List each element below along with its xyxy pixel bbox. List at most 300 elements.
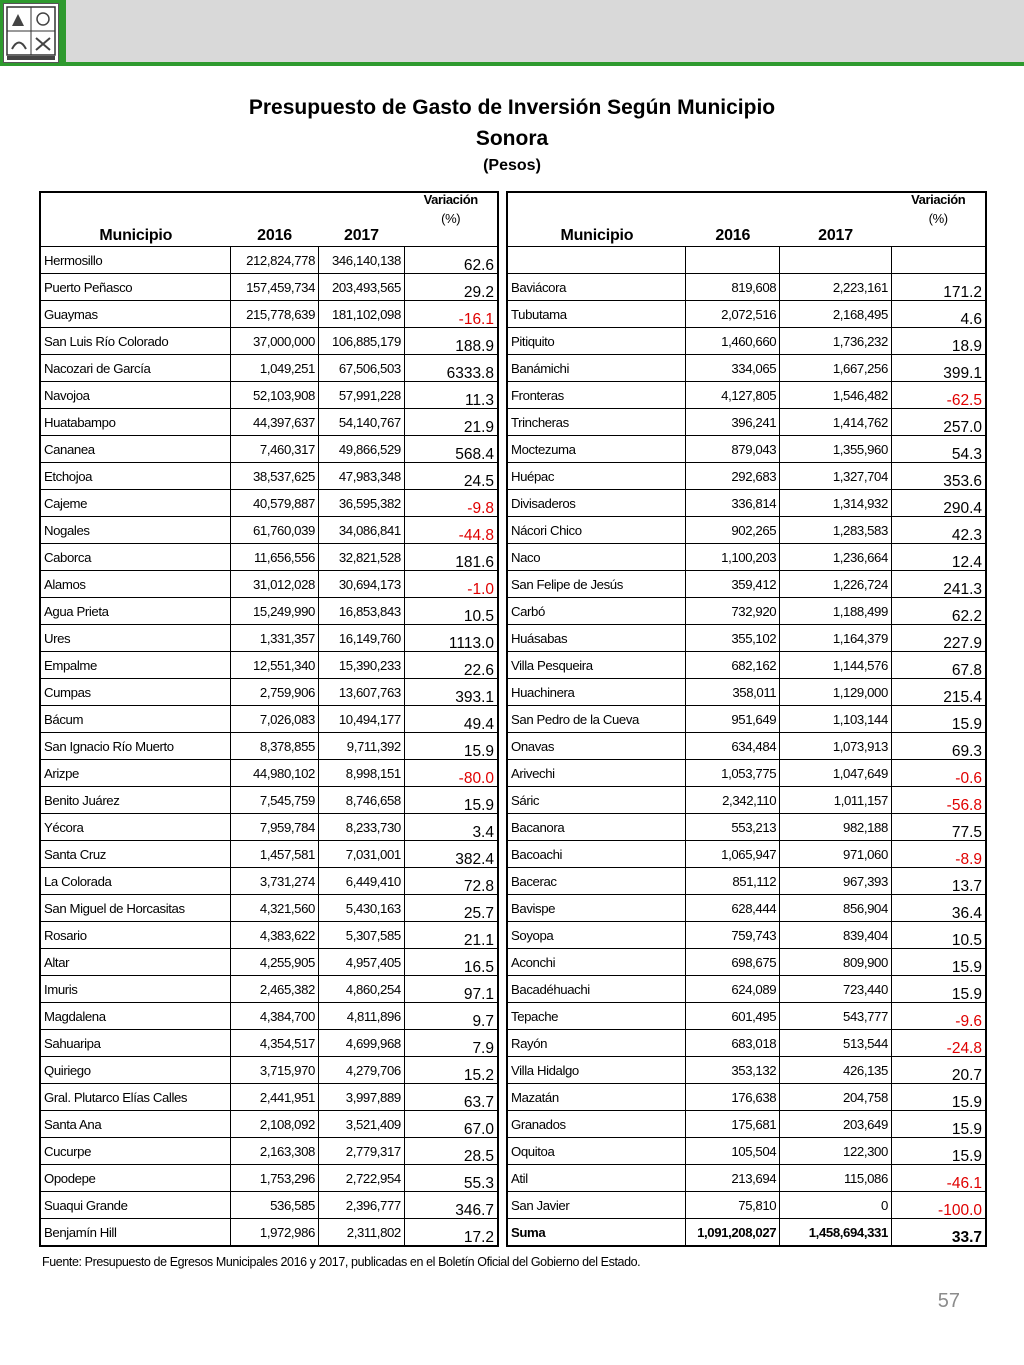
municipio-cell: Atil (507, 1165, 686, 1192)
table-row (507, 517, 986, 544)
variation-cell (891, 247, 986, 274)
table-row (40, 517, 498, 544)
variation-cell: 28.5 (404, 1138, 498, 1165)
table-header-row (40, 192, 498, 247)
value-2017-cell: 1,226,724 (780, 571, 892, 598)
table-row (507, 1057, 986, 1084)
variation-cell: 15.9 (891, 949, 986, 976)
municipio-cell: Benjamín Hill (40, 1219, 231, 1247)
municipio-cell: Bavispe (507, 895, 686, 922)
table-row (507, 733, 986, 760)
table-row (507, 301, 986, 328)
value-2016-cell: 628,444 (686, 895, 780, 922)
table-row (507, 544, 986, 571)
municipio-cell: Tubutama (507, 301, 686, 328)
table-row (40, 1057, 498, 1084)
municipio-cell: Fronteras (507, 382, 686, 409)
municipio-cell: Bacanora (507, 814, 686, 841)
municipio-cell: Pitiquito (507, 328, 686, 355)
table-row (507, 922, 986, 949)
municipio-cell: Bácum (40, 706, 231, 733)
value-2017-cell (780, 247, 892, 274)
value-2016-cell: 4,127,805 (686, 382, 780, 409)
table-row (40, 1192, 498, 1219)
value-2017-cell: 723,440 (780, 976, 892, 1003)
page-units: (Pesos) (483, 157, 541, 174)
municipio-cell: Gral. Plutarco Elías Calles (40, 1084, 231, 1111)
variation-cell: 62.2 (891, 598, 986, 625)
municipio-cell: Tepache (507, 1003, 686, 1030)
table-row (40, 949, 498, 976)
value-2016-cell: 732,920 (686, 598, 780, 625)
variation-cell: 15.9 (891, 976, 986, 1003)
value-2016-cell: 1,053,775 (686, 760, 780, 787)
municipio-cell: Quiriego (40, 1057, 231, 1084)
value-2016-cell: 2,465,382 (231, 976, 319, 1003)
municipio-cell: Santa Cruz (40, 841, 231, 868)
value-2017-cell: 8,998,151 (319, 760, 405, 787)
municipio-cell (507, 247, 686, 274)
value-2016-cell: 682,162 (686, 652, 780, 679)
value-2017-cell: 2,396,777 (319, 1192, 405, 1219)
table-row (507, 1192, 986, 1219)
table-row (40, 436, 498, 463)
column-header-2016: 2016 (231, 192, 319, 247)
municipio-cell: Bacadéhuachi (507, 976, 686, 1003)
source-footnote: Fuente: Presupuesto de Egresos Municipales 2016 y 2017, publicadas en el Boletín Oficial del Gobierno del Estado. (42, 1255, 641, 1269)
value-2017-cell: 4,699,968 (319, 1030, 405, 1057)
value-2016-cell: 1,049,251 (231, 355, 319, 382)
municipio-cell: Ures (40, 625, 231, 652)
value-2017-cell: 1,736,232 (780, 328, 892, 355)
variation-cell: 227.9 (891, 625, 986, 652)
budget-table-right (506, 191, 987, 1247)
value-2016-cell: 31,012,028 (231, 571, 319, 598)
variation-cell: 13.7 (891, 868, 986, 895)
municipio-cell: Nacozari de García (40, 355, 231, 382)
table-row (507, 382, 986, 409)
value-2016-cell: 353,132 (686, 1057, 780, 1084)
table-row (40, 841, 498, 868)
value-2016-cell: 2,072,516 (686, 301, 780, 328)
variation-cell: 21.9 (404, 409, 498, 436)
value-2016-cell: 2,163,308 (231, 1138, 319, 1165)
municipio-cell: Altar (40, 949, 231, 976)
municipio-cell: Villa Pesqueira (507, 652, 686, 679)
municipio-cell: Empalme (40, 652, 231, 679)
variation-cell: 22.6 (404, 652, 498, 679)
table-row (40, 490, 498, 517)
value-2017-cell: 1,236,664 (780, 544, 892, 571)
variation-cell: 15.9 (891, 1111, 986, 1138)
variacion-label: Variación (911, 192, 966, 207)
value-2017-cell: 1,144,576 (780, 652, 892, 679)
value-2016-cell: 75,810 (686, 1192, 780, 1219)
variation-cell: -1.0 (404, 571, 498, 598)
value-2017-cell: 1,546,482 (780, 382, 892, 409)
table-row (40, 652, 498, 679)
variation-cell: 49.4 (404, 706, 498, 733)
table-row (507, 598, 986, 625)
value-2016-cell: 1,065,947 (686, 841, 780, 868)
variation-cell: -56.8 (891, 787, 986, 814)
municipio-cell: Sahuaripa (40, 1030, 231, 1057)
value-2016-cell: 157,459,734 (231, 274, 319, 301)
municipio-cell: Nogales (40, 517, 231, 544)
value-2017-cell: 4,957,405 (319, 949, 405, 976)
column-header-2016: 2016 (686, 192, 780, 247)
value-2016-cell: 44,980,102 (231, 760, 319, 787)
municipio-cell: Baviácora (507, 274, 686, 301)
municipio-cell: Imuris (40, 976, 231, 1003)
table-row (40, 625, 498, 652)
municipio-cell: Aconchi (507, 949, 686, 976)
table-row (40, 733, 498, 760)
municipio-cell: Nácori Chico (507, 517, 686, 544)
header-accent-line (0, 62, 1024, 66)
value-2016-cell: 212,824,778 (231, 247, 319, 274)
table-row (507, 949, 986, 976)
value-2017-cell: 543,777 (780, 1003, 892, 1030)
value-2016-cell: 951,649 (686, 706, 780, 733)
table-row (40, 409, 498, 436)
page-subtitle: Sonora (475, 127, 549, 150)
table-row (507, 328, 986, 355)
variation-cell: 42.3 (891, 517, 986, 544)
variation-cell: -9.8 (404, 490, 498, 517)
variation-cell: 10.5 (404, 598, 498, 625)
total-2016-cell: 1,091,208,027 (686, 1219, 780, 1247)
value-2016-cell: 1,331,357 (231, 625, 319, 652)
municipio-cell: Cumpas (40, 679, 231, 706)
value-2016-cell: 4,384,700 (231, 1003, 319, 1030)
value-2017-cell: 426,135 (780, 1057, 892, 1084)
municipio-cell: Huatabampo (40, 409, 231, 436)
table-row (507, 463, 986, 490)
variation-cell: 36.4 (891, 895, 986, 922)
municipio-cell: Agua Prieta (40, 598, 231, 625)
value-2016-cell: 61,760,039 (231, 517, 319, 544)
municipio-cell: Huépac (507, 463, 686, 490)
table-row (507, 409, 986, 436)
table-row (507, 274, 986, 301)
variation-cell: -16.1 (404, 301, 498, 328)
column-header-2017: 2017 (319, 192, 405, 247)
table-row (507, 652, 986, 679)
value-2017-cell: 8,233,730 (319, 814, 405, 841)
value-2017-cell: 203,493,565 (319, 274, 405, 301)
value-2016-cell: 2,342,110 (686, 787, 780, 814)
value-2016-cell: 536,585 (231, 1192, 319, 1219)
variation-cell: -0.6 (891, 760, 986, 787)
table-row (40, 274, 498, 301)
value-2017-cell: 1,129,000 (780, 679, 892, 706)
value-2017-cell: 204,758 (780, 1084, 892, 1111)
value-2017-cell: 16,853,843 (319, 598, 405, 625)
table-row (40, 301, 498, 328)
variation-cell: 12.4 (891, 544, 986, 571)
value-2016-cell: 879,043 (686, 436, 780, 463)
table-row (40, 355, 498, 382)
variation-cell: 72.8 (404, 868, 498, 895)
municipio-cell: San Felipe de Jesús (507, 571, 686, 598)
municipio-cell: Divisaderos (507, 490, 686, 517)
variation-cell: 393.1 (404, 679, 498, 706)
table-row (40, 247, 498, 274)
value-2016-cell: 15,249,990 (231, 598, 319, 625)
value-2016-cell: 601,495 (686, 1003, 780, 1030)
municipio-cell: Trincheras (507, 409, 686, 436)
value-2017-cell: 49,866,529 (319, 436, 405, 463)
variation-cell: -62.5 (891, 382, 986, 409)
table-row (507, 895, 986, 922)
value-2017-cell: 2,311,802 (319, 1219, 405, 1247)
variation-cell: 11.3 (404, 382, 498, 409)
value-2016-cell: 52,103,908 (231, 382, 319, 409)
municipio-cell: Arizpe (40, 760, 231, 787)
municipio-cell: San Javier (507, 1192, 686, 1219)
table-row (507, 760, 986, 787)
municipio-cell: Naco (507, 544, 686, 571)
value-2016-cell: 1,972,986 (231, 1219, 319, 1247)
header-band (0, 0, 1024, 64)
value-2017-cell: 32,821,528 (319, 544, 405, 571)
value-2016-cell: 7,959,784 (231, 814, 319, 841)
variation-cell: 67.0 (404, 1111, 498, 1138)
value-2016-cell: 11,656,556 (231, 544, 319, 571)
value-2017-cell: 30,694,173 (319, 571, 405, 598)
variation-cell: 69.3 (891, 733, 986, 760)
table-row (40, 382, 498, 409)
value-2016-cell: 396,241 (686, 409, 780, 436)
value-2017-cell: 1,667,256 (780, 355, 892, 382)
municipio-cell: Cajeme (40, 490, 231, 517)
value-2017-cell: 4,279,706 (319, 1057, 405, 1084)
value-2016-cell: 175,681 (686, 1111, 780, 1138)
variation-cell: 77.5 (891, 814, 986, 841)
variation-cell: 21.1 (404, 922, 498, 949)
variation-cell: 188.9 (404, 328, 498, 355)
municipio-cell: Navojoa (40, 382, 231, 409)
value-2017-cell: 1,283,583 (780, 517, 892, 544)
municipio-cell: Opodepe (40, 1165, 231, 1192)
municipio-cell: San Ignacio Río Muerto (40, 733, 231, 760)
value-2017-cell: 2,168,495 (780, 301, 892, 328)
value-2017-cell: 54,140,767 (319, 409, 405, 436)
variation-cell: 290.4 (891, 490, 986, 517)
variation-cell: 67.8 (891, 652, 986, 679)
municipio-cell: Yécora (40, 814, 231, 841)
table-row (40, 1111, 498, 1138)
table-row (507, 706, 986, 733)
value-2016-cell: 38,537,625 (231, 463, 319, 490)
variation-cell: -24.8 (891, 1030, 986, 1057)
variation-cell: 63.7 (404, 1084, 498, 1111)
municipio-cell: Etchojoa (40, 463, 231, 490)
value-2016-cell: 851,112 (686, 868, 780, 895)
variation-cell: 15.9 (891, 706, 986, 733)
table-row (507, 814, 986, 841)
variation-cell: 9.7 (404, 1003, 498, 1030)
table-row (507, 247, 986, 274)
column-header-municipio: Municipio (40, 192, 231, 247)
table-row (40, 922, 498, 949)
variation-cell: 7.9 (404, 1030, 498, 1057)
value-2016-cell: 683,018 (686, 1030, 780, 1057)
municipio-cell: Arivechi (507, 760, 686, 787)
variation-cell: 4.6 (891, 301, 986, 328)
percent-label: (%) (441, 211, 461, 226)
table-row (40, 1165, 498, 1192)
value-2016-cell: 336,814 (686, 490, 780, 517)
page-number: 57 (937, 1290, 960, 1312)
variation-cell: 17.2 (404, 1219, 498, 1247)
value-2017-cell: 5,307,585 (319, 922, 405, 949)
municipio-cell: Mazatán (507, 1084, 686, 1111)
table-row (40, 814, 498, 841)
value-2017-cell: 856,904 (780, 895, 892, 922)
coat-of-arms-icon (3, 3, 59, 63)
value-2016-cell: 2,441,951 (231, 1084, 319, 1111)
value-2016-cell: 2,759,906 (231, 679, 319, 706)
value-2017-cell: 2,779,317 (319, 1138, 405, 1165)
municipio-cell: Bacoachi (507, 841, 686, 868)
variation-cell: 97.1 (404, 976, 498, 1003)
value-2016-cell: 4,321,560 (231, 895, 319, 922)
table-row (507, 841, 986, 868)
value-2016-cell: 213,694 (686, 1165, 780, 1192)
variation-cell: 399.1 (891, 355, 986, 382)
municipio-cell: Oquitoa (507, 1138, 686, 1165)
value-2017-cell: 0 (780, 1192, 892, 1219)
value-2016-cell: 819,608 (686, 274, 780, 301)
municipio-cell: Villa Hidalgo (507, 1057, 686, 1084)
table-row (507, 490, 986, 517)
variation-cell: 382.4 (404, 841, 498, 868)
value-2017-cell: 809,900 (780, 949, 892, 976)
table-row (40, 1219, 498, 1247)
value-2017-cell: 47,983,348 (319, 463, 405, 490)
value-2016-cell: 4,383,622 (231, 922, 319, 949)
value-2016-cell: 358,011 (686, 679, 780, 706)
municipio-cell: Banámichi (507, 355, 686, 382)
value-2017-cell: 1,073,913 (780, 733, 892, 760)
value-2017-cell: 1,327,704 (780, 463, 892, 490)
municipio-cell: Puerto Peñasco (40, 274, 231, 301)
value-2016-cell: 292,683 (686, 463, 780, 490)
municipio-cell: Rosario (40, 922, 231, 949)
value-2017-cell: 9,711,392 (319, 733, 405, 760)
variation-cell: 3.4 (404, 814, 498, 841)
value-2017-cell: 13,607,763 (319, 679, 405, 706)
table-header-row (507, 192, 986, 247)
variation-cell: -100.0 (891, 1192, 986, 1219)
value-2017-cell: 5,430,163 (319, 895, 405, 922)
value-2017-cell: 839,404 (780, 922, 892, 949)
municipio-cell: Suaqui Grande (40, 1192, 231, 1219)
column-header-2017: 2017 (780, 192, 892, 247)
variation-cell: 18.9 (891, 328, 986, 355)
value-2017-cell: 15,390,233 (319, 652, 405, 679)
municipio-cell: Guaymas (40, 301, 231, 328)
variation-cell: 15.9 (404, 787, 498, 814)
municipio-cell: Granados (507, 1111, 686, 1138)
table-row (507, 625, 986, 652)
value-2016-cell: 7,545,759 (231, 787, 319, 814)
variation-cell: 62.6 (404, 247, 498, 274)
value-2017-cell: 10,494,177 (319, 706, 405, 733)
variation-cell: -44.8 (404, 517, 498, 544)
variation-cell: -9.6 (891, 1003, 986, 1030)
table-row (40, 571, 498, 598)
variation-cell: 10.5 (891, 922, 986, 949)
table-row (507, 976, 986, 1003)
table-row (40, 1138, 498, 1165)
value-2016-cell: 334,065 (686, 355, 780, 382)
municipio-cell: Sáric (507, 787, 686, 814)
page-title: Presupuesto de Gasto de Inversión Según Municipio (248, 96, 776, 119)
value-2017-cell: 2,223,161 (780, 274, 892, 301)
value-2016-cell: 553,213 (686, 814, 780, 841)
value-2016-cell: 1,753,296 (231, 1165, 319, 1192)
value-2016-cell (686, 247, 780, 274)
table-row (507, 787, 986, 814)
value-2016-cell: 3,731,274 (231, 868, 319, 895)
value-2016-cell: 7,026,083 (231, 706, 319, 733)
value-2017-cell: 1,047,649 (780, 760, 892, 787)
state-logo (0, 0, 66, 66)
value-2016-cell: 759,743 (686, 922, 780, 949)
variation-cell: 16.5 (404, 949, 498, 976)
table-row (40, 328, 498, 355)
table-row (40, 1030, 498, 1057)
value-2016-cell: 176,638 (686, 1084, 780, 1111)
table-row (40, 679, 498, 706)
value-2017-cell: 1,414,762 (780, 409, 892, 436)
value-2016-cell: 40,579,887 (231, 490, 319, 517)
variation-cell: 346.7 (404, 1192, 498, 1219)
table-row (40, 976, 498, 1003)
value-2016-cell: 105,504 (686, 1138, 780, 1165)
municipio-cell: Huásabas (507, 625, 686, 652)
value-2017-cell: 122,300 (780, 1138, 892, 1165)
value-2016-cell: 3,715,970 (231, 1057, 319, 1084)
value-2016-cell: 215,778,639 (231, 301, 319, 328)
value-2017-cell: 982,188 (780, 814, 892, 841)
budget-table-left (39, 191, 499, 1247)
value-2016-cell: 1,460,660 (686, 328, 780, 355)
variation-cell: 24.5 (404, 463, 498, 490)
municipio-cell: Huachinera (507, 679, 686, 706)
municipio-cell: Onavas (507, 733, 686, 760)
municipio-cell: Magdalena (40, 1003, 231, 1030)
variation-cell: 15.9 (404, 733, 498, 760)
municipio-cell: Rayón (507, 1030, 686, 1057)
value-2016-cell: 4,354,517 (231, 1030, 319, 1057)
variation-cell: 15.2 (404, 1057, 498, 1084)
variation-cell: 15.9 (891, 1084, 986, 1111)
right-table-body (507, 247, 986, 1247)
table-row (40, 868, 498, 895)
municipio-cell: Caborca (40, 544, 231, 571)
value-2017-cell: 8,746,658 (319, 787, 405, 814)
variation-cell: -80.0 (404, 760, 498, 787)
value-2017-cell: 7,031,001 (319, 841, 405, 868)
municipio-cell: Moctezuma (507, 436, 686, 463)
table-row (40, 787, 498, 814)
variation-cell: 1113.0 (404, 625, 498, 652)
municipio-cell: Carbó (507, 598, 686, 625)
